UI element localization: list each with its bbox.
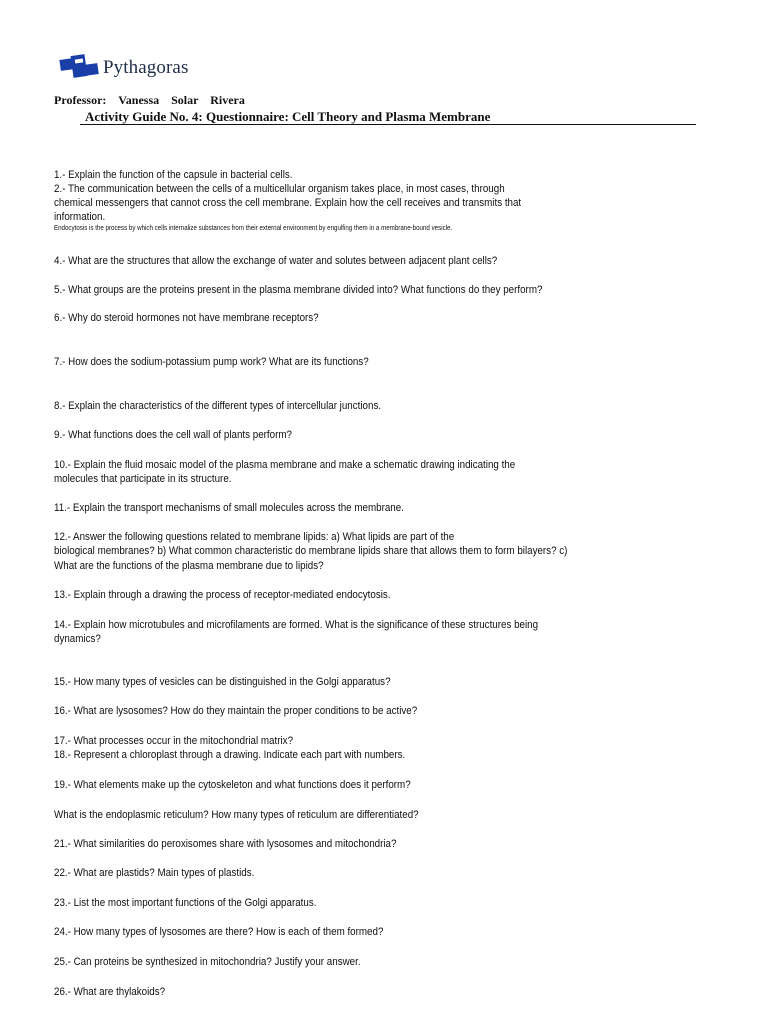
question-11: 11.- Explain the transport mechanisms of small molecules across the membrane.	[54, 502, 404, 514]
question-22: 22.- What are plastids? Main types of plastids.	[54, 867, 255, 879]
question-17: 17.- What processes occur in the mitochondrial matrix?	[54, 735, 294, 747]
question-19: 19.- What elements make up the cytoskeleton and what functions does it perform?	[54, 779, 411, 791]
page-title: Activity Guide No. 4: Questionnaire: Cell Theory and Plasma Membrane	[80, 109, 696, 125]
question-12-line-2: biological membranes? b) What common characteristic do membrane lipids share that allows them to form bilayers? c)	[54, 545, 568, 557]
question-25: 25.- Can proteins be synthesized in mitochondria? Justify your answer.	[54, 956, 361, 968]
question-5: 5.- What groups are the proteins present in the plasma membrane divided into? What functions do they perform?	[54, 284, 543, 296]
question-12-line-3: What are the functions of the plasma membrane due to lipids?	[54, 560, 324, 572]
question-1: 1.- Explain the function of the capsule in bacterial cells.	[54, 169, 293, 181]
question-7: 7.- How does the sodium-potassium pump work? What are its functions?	[54, 356, 369, 368]
question-24: 24.- How many types of lysosomes are there? How is each of them formed?	[54, 926, 384, 938]
question-23: 23.- List the most important functions of the Golgi apparatus.	[54, 897, 317, 909]
question-21: 21.- What similarities do peroxisomes share with lysosomes and mitochondria?	[54, 838, 397, 850]
question-2-line-3: information.	[54, 211, 106, 223]
question-4: 4.- What are the structures that allow the exchange of water and solutes between adjacent plant cells?	[54, 255, 498, 267]
question-2-line-2: chemical messengers that cannot cross the cell membrane. Explain how the cell receives and transmits that	[54, 197, 522, 209]
question-10-line-1: 10.- Explain the fluid mosaic model of the plasma membrane and make a schematic drawing indicating the	[54, 459, 516, 471]
endocytosis-note: Endocytosis is the process by which cells internalize substances from their external environment by engulfing them in a membrane-bound vesicle.	[54, 223, 453, 232]
question-20: What is the endoplasmic reticulum? How many types of reticulum are differentiated?	[54, 809, 419, 821]
question-12-line-1: 12.- Answer the following questions related to membrane lipids: a) What lipids are part of the	[54, 531, 455, 543]
question-14-line-1: 14.- Explain how microtubules and microfilaments are formed. What is the significance of these structures being	[54, 619, 539, 631]
question-16: 16.- What are lysosomes? How do they maintain the proper conditions to be active?	[54, 705, 418, 717]
question-8: 8.- Explain the characteristics of the different types of intercellular junctions.	[54, 400, 382, 412]
professor-line: Professor: Vanessa Solar Rivera	[54, 93, 245, 107]
question-10-line-2: molecules that participate in its structure.	[54, 473, 232, 485]
question-2-line-1: 2.- The communication between the cells of a multicellular organism takes place, in most cases, through	[54, 183, 505, 195]
logo-text: Pythagoras	[103, 57, 189, 78]
pythagoras-logo-icon	[58, 52, 102, 82]
question-15: 15.- How many types of vesicles can be distinguished in the Golgi apparatus?	[54, 676, 391, 688]
question-13: 13.- Explain through a drawing the process of receptor-mediated endocytosis.	[54, 589, 391, 601]
question-9: 9.- What functions does the cell wall of plants perform?	[54, 429, 292, 441]
question-26: 26.- What are thylakoids?	[54, 986, 166, 998]
institution-logo	[58, 52, 198, 84]
question-6: 6.- Why do steroid hormones not have membrane receptors?	[54, 312, 319, 324]
question-18: 18.- Represent a chloroplast through a drawing. Indicate each part with numbers.	[54, 749, 406, 761]
question-14-line-2: dynamics?	[54, 633, 101, 645]
